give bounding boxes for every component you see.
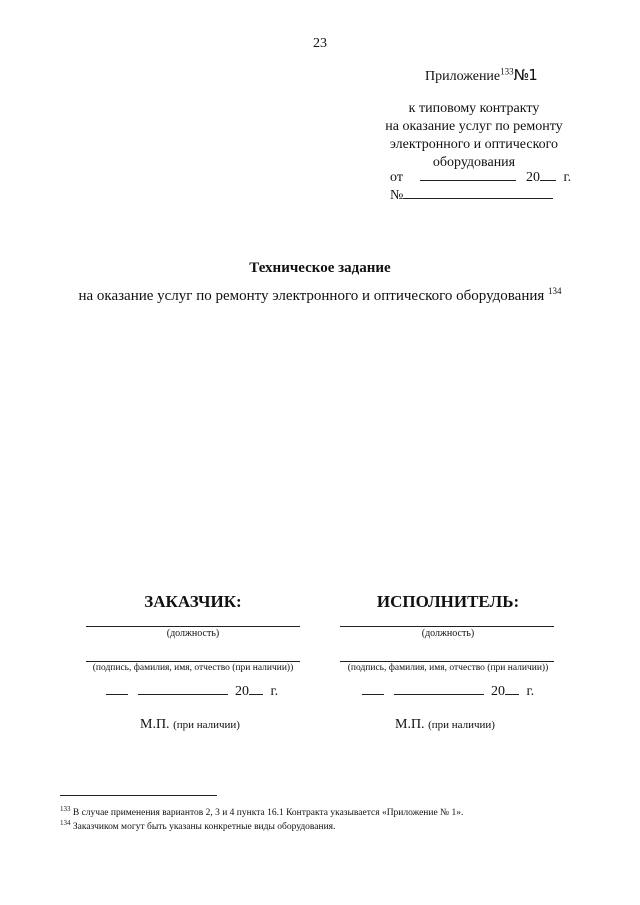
- year-label: 20: [525, 170, 540, 185]
- month-blank: [138, 682, 228, 695]
- document-subtitle: [0, 286, 640, 305]
- contractor-stamp-row: [395, 717, 495, 733]
- page-number: 23: [313, 36, 327, 51]
- day-blank: [362, 682, 384, 695]
- footnote-number: 134: [60, 819, 71, 827]
- footnote-134: [60, 819, 335, 832]
- footnote-text: В случае применения вариантов 2, 3 и 4 пункта 16.1 Контракта указывается «Приложение № 1».: [72, 808, 464, 819]
- stamp-label: М.П.: [395, 717, 425, 732]
- appendix-contract-reference: [360, 100, 588, 172]
- number-label: №: [390, 188, 404, 203]
- appendix-title: [425, 66, 537, 85]
- year-label: 20: [491, 684, 505, 699]
- number-blank: [403, 186, 553, 199]
- customer-signature-line: [86, 661, 300, 662]
- contract-number-row: [390, 186, 553, 204]
- customer-date-row: [106, 682, 278, 700]
- day-blank: [106, 682, 128, 695]
- contractor-date-row: [362, 682, 534, 700]
- footnote-133: [60, 805, 463, 818]
- handwritten-appendix-number: №1: [513, 66, 537, 84]
- footnote-text: Заказчиком могут быть указаны конкретные виды оборудования.: [72, 822, 336, 833]
- appendix-line: оборудования: [432, 155, 516, 170]
- appendix-line: на оказание услуг по ремонту: [385, 119, 563, 134]
- year-blank: [505, 682, 519, 695]
- document-title: Техническое задание: [249, 260, 391, 276]
- stamp-note: (при наличии): [173, 719, 240, 731]
- customer-signature-caption: (подпись, фамилия, имя, отчество (при наличии)): [92, 663, 294, 673]
- year-label: 20: [235, 684, 249, 699]
- customer-heading: ЗАКАЗЧИК:: [144, 592, 242, 611]
- customer-position-line: [86, 626, 300, 627]
- customer-position-caption: (должность): [166, 628, 220, 639]
- contract-date-row: [390, 168, 571, 186]
- subtitle-text: на оказание услуг по ремонту электронного и оптического оборудования: [78, 288, 545, 304]
- year-suffix: г.: [563, 170, 572, 185]
- contractor-position-caption: (должность): [421, 628, 475, 639]
- footnote-ref-133: 133: [500, 66, 514, 77]
- date-blank: [420, 168, 516, 181]
- year-suffix: г.: [270, 684, 279, 699]
- contractor-position-line: [340, 626, 554, 627]
- customer-stamp-row: [140, 717, 240, 733]
- footnote-number: 133: [60, 805, 71, 813]
- stamp-label: М.П.: [140, 717, 170, 732]
- year-suffix: г.: [526, 684, 535, 699]
- contractor-signature-caption: (подпись, фамилия, имя, отчество (при наличии)): [347, 663, 549, 673]
- appendix-label: Приложение: [425, 69, 501, 84]
- appendix-line: электронного и оптического: [389, 137, 559, 152]
- stamp-note: (при наличии): [428, 719, 495, 731]
- footnote-ref-134: 134: [548, 286, 562, 296]
- appendix-line: к типовому контракту: [408, 101, 540, 116]
- ot-label: от: [390, 170, 403, 185]
- footnote-separator: [60, 795, 217, 796]
- year-blank: [249, 682, 263, 695]
- year-blank: [540, 168, 556, 181]
- contractor-heading: ИСПОЛНИТЕЛЬ:: [376, 592, 520, 611]
- contractor-signature-line: [340, 661, 554, 662]
- month-blank: [394, 682, 484, 695]
